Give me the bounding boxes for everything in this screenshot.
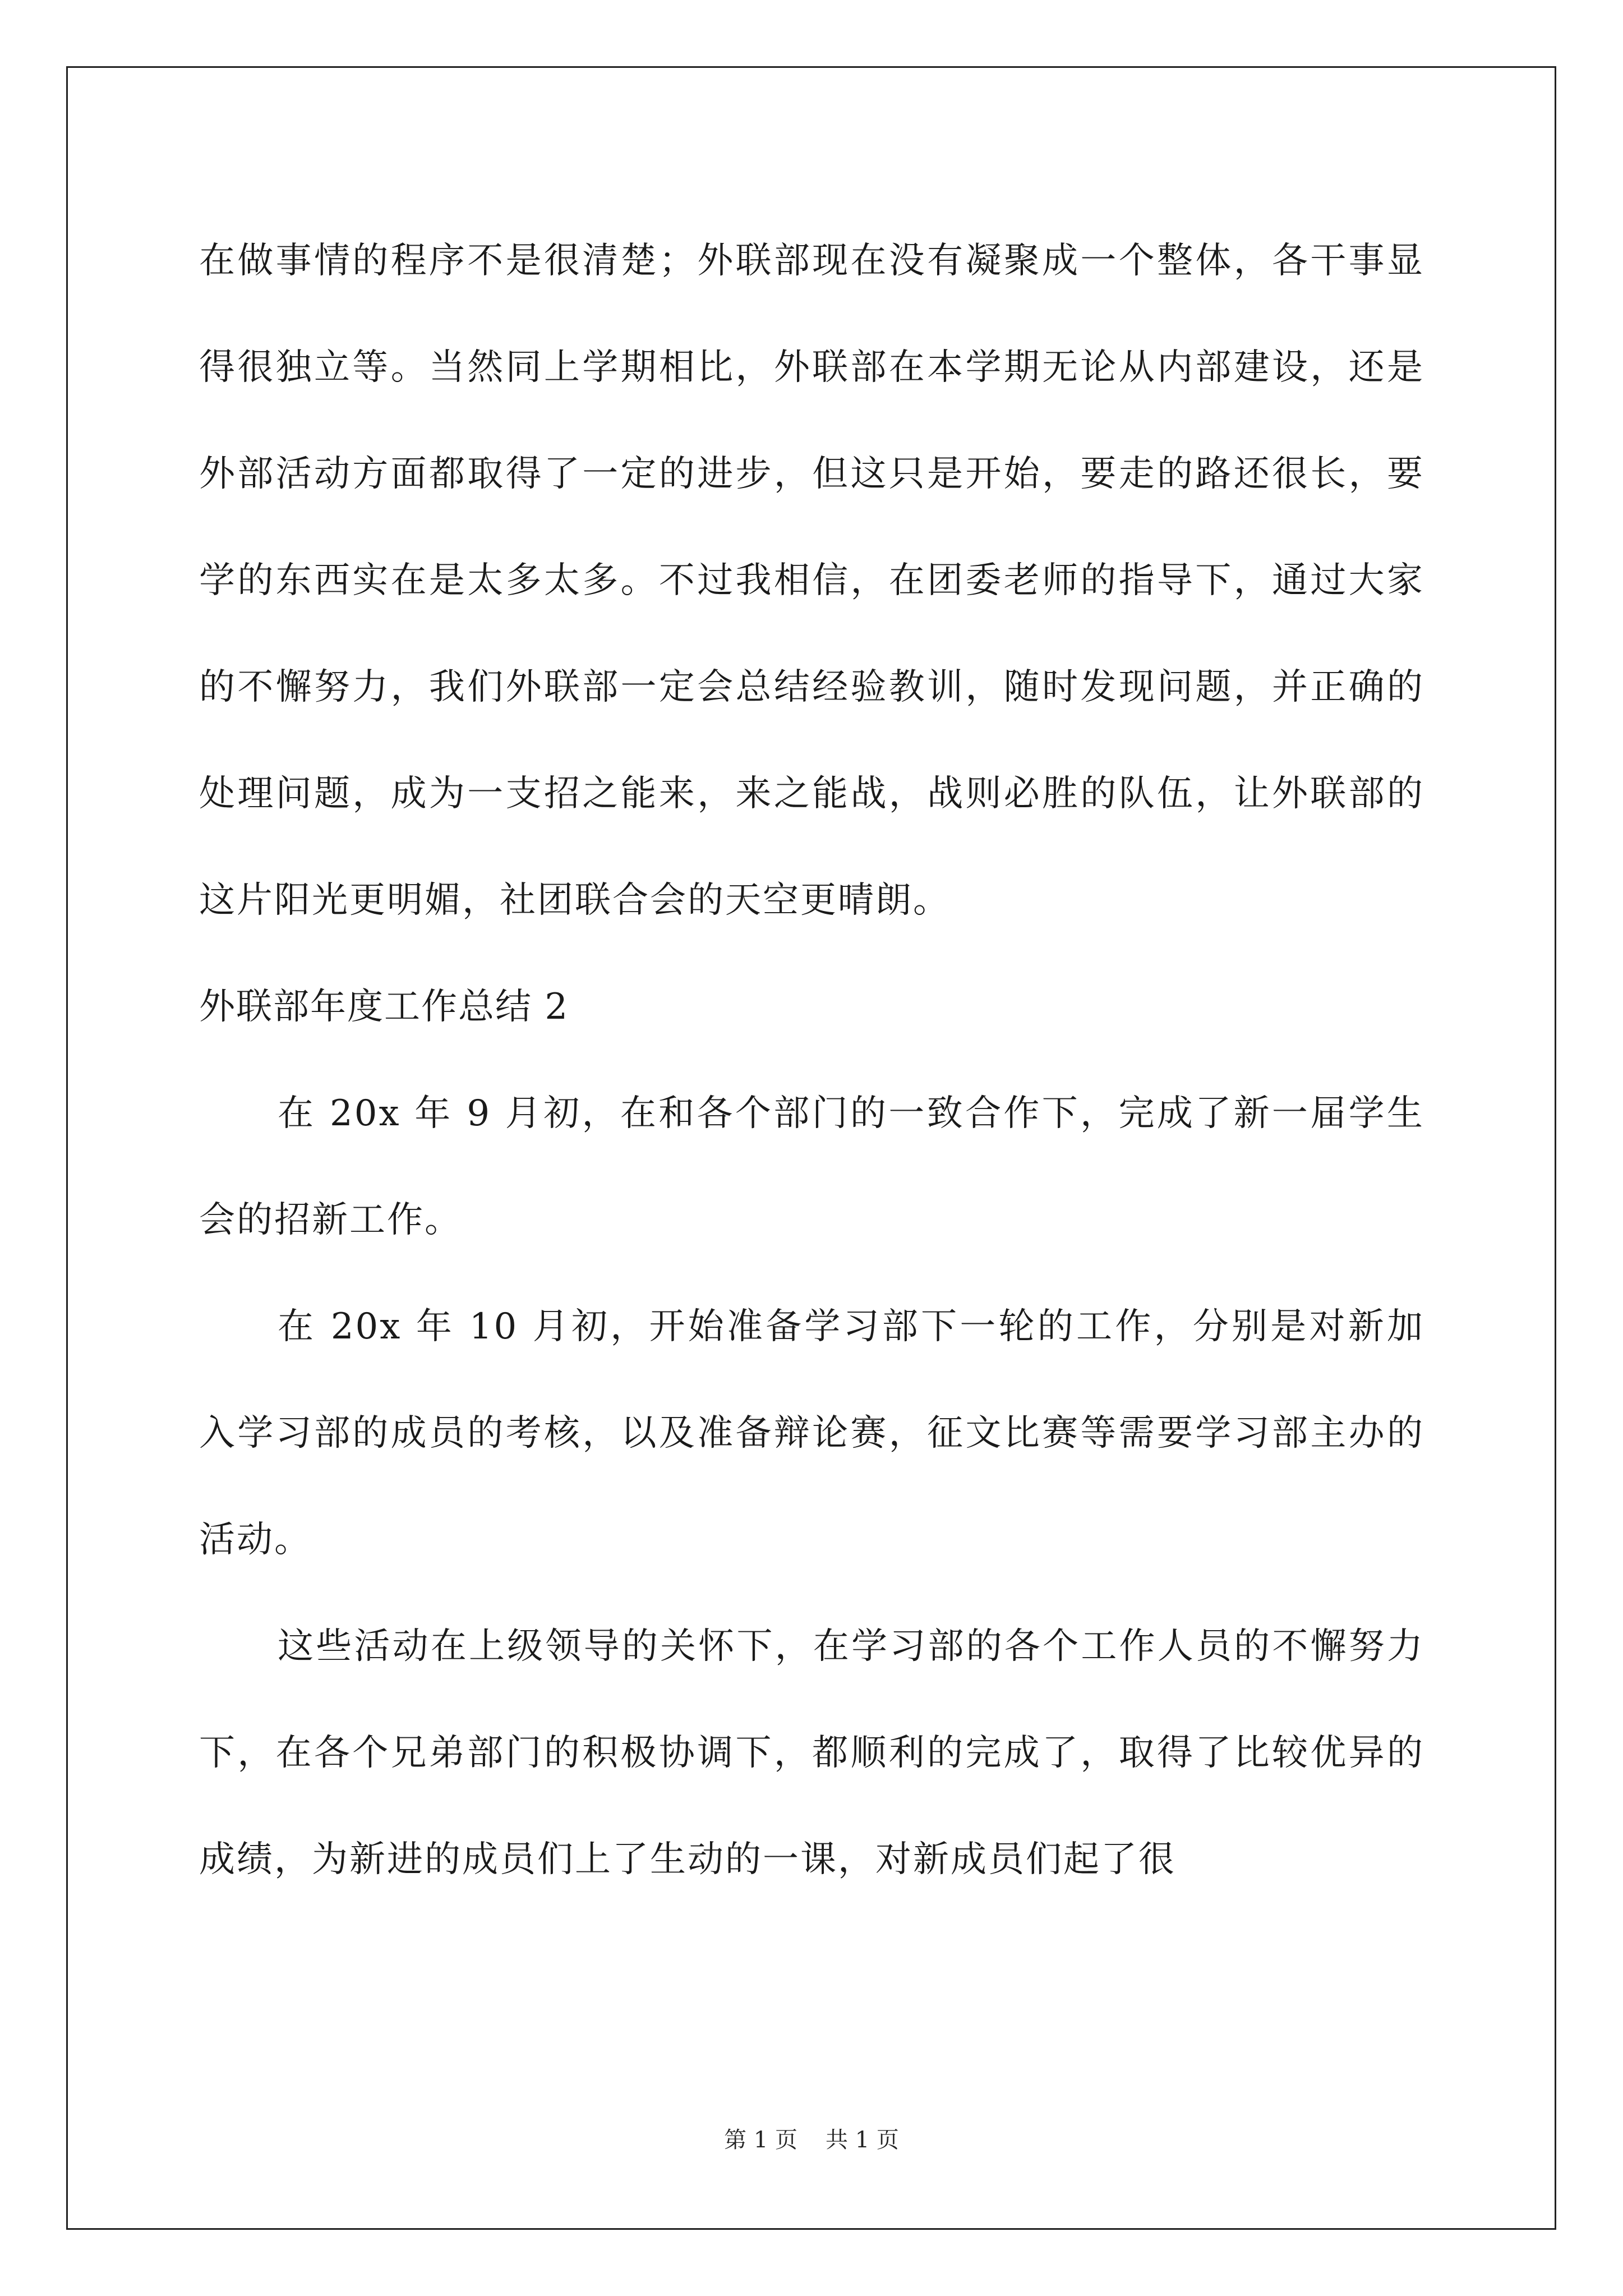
- document-body: [199, 208, 1424, 1913]
- paragraph-recruitment: 在 20x 年 9 月初，在和各个部门的一致合作下，完成了新一届学生会的招新工作。: [199, 1093, 1424, 1241]
- paragraph-activities: 这些活动在上级领导的关怀下，在学习部的各个工作人员的不懈努力下，在各个兄弟部门的积极协调下，都顺利的完成了，取得了比较优异的成绩，为新进的成员们上了生动的一课，对新成员们起了很: [199, 1626, 1424, 1880]
- page-number: 第 1 页: [724, 2127, 797, 2153]
- paragraph-october-work: 在 20x 年 10 月初，开始准备学习部下一轮的工作，分别是对新加入学习部的成员的考核，以及准备辩论赛，征文比赛等需要学习部主办的活动。: [199, 1306, 1424, 1561]
- page-footer: [0, 2123, 1623, 2157]
- section-heading: 外联部年度工作总结 2: [199, 986, 569, 1028]
- page-total: 共 1 页: [826, 2127, 899, 2153]
- paragraph-continued: 在做事情的程序不是很清楚；外联部现在没有凝聚成一个整体，各干事显得很独立等。当然同上学期相比，外联部在本学期无论从内部建设，还是外部活动方面都取得了一定的进步，但这只是开始，要走的路还很长，要学的东西实在是太多太多。不过我相信，在团委老师的指导下，通过大家的不懈努力，我们外联部一定会总结经验教训，随时发现问题，并正确的处理问题，成为一支招之能来，来之能战，战则必胜的队伍，让外联部的这片阳光更明媚，社团联合会的天空更晴朗。: [199, 240, 1424, 921]
